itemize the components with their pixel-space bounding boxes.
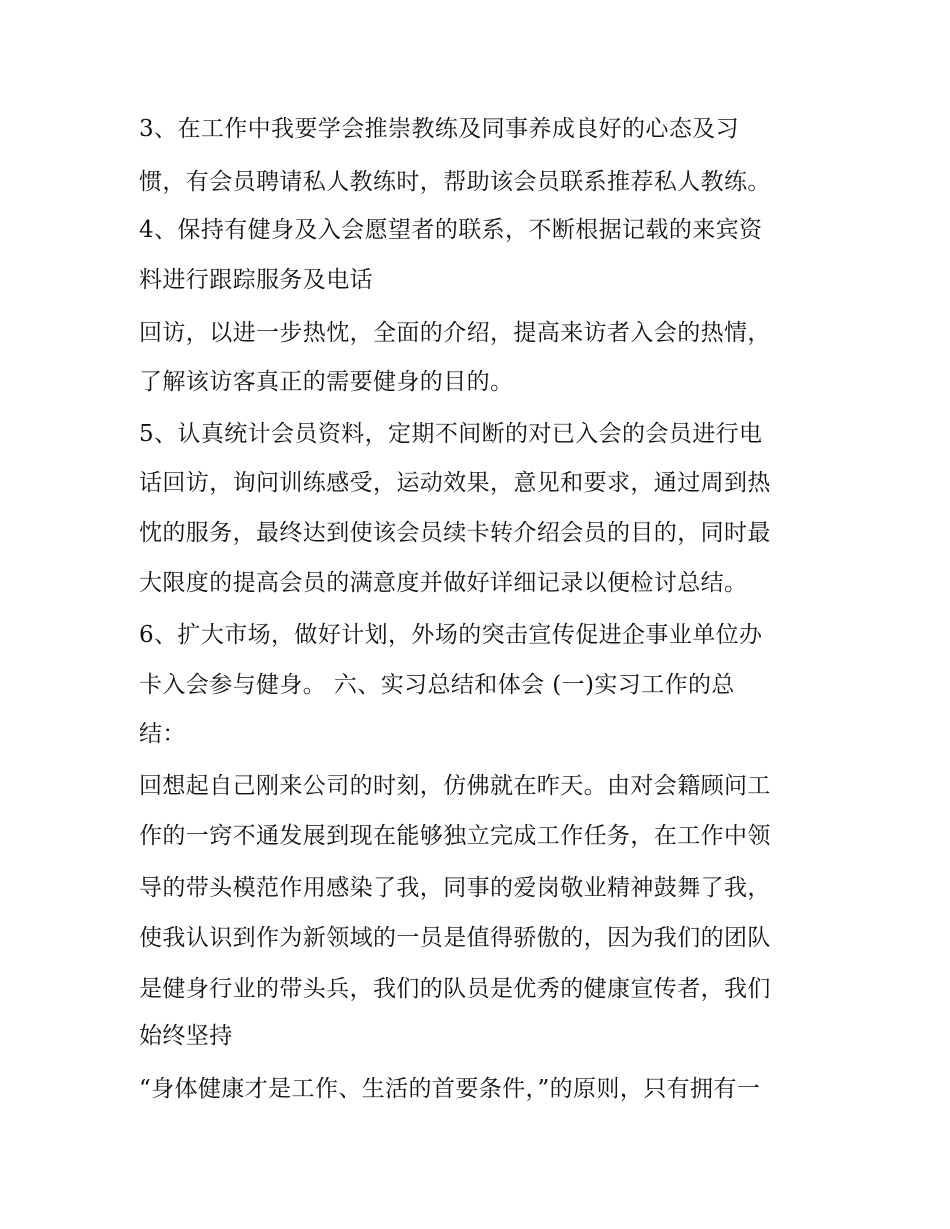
text-line: 使我认识到作为新领域的一员是值得骄傲的，因为我们的团队 <box>139 925 771 951</box>
text-line: “身体健康才是工作、生活的首要条件，”的原则，只有拥有一 <box>139 1076 761 1102</box>
text-line: 了解该访客真正的需要健身的目的。 <box>139 369 514 395</box>
text-line: 结： <box>139 721 186 747</box>
text-line: 6、扩大市场，做好计划，外场的突击宣传促进企事业单位办 <box>139 622 763 648</box>
text-line: 忱的服务，最终达到使该会员续卡转介绍会员的目的，同时最 <box>139 520 771 546</box>
text-line: 大限度的提高会员的满意度并做好详细记录以便检讨总结。 <box>139 570 748 596</box>
text-line: 5、认真统计会员资料，定期不间断的对已入会的会员进行电 <box>139 421 763 447</box>
text-line: 惯，有会员聘请私人教练时，帮助该会员联系推荐私人教练。 <box>139 169 771 195</box>
text-line: 回访，以进一步热忱，全面的介绍，提高来访者入会的热情， <box>139 320 771 346</box>
text-line: 3、在工作中我要学会推崇教练及同事养成良好的心态及习 <box>139 116 740 142</box>
text-line: 话回访，询问训练感受，运动效果，意见和要求，通过周到热 <box>139 470 771 496</box>
text-line: 4、保持有健身及入会愿望者的联系，不断根据记载的来宾资 <box>139 217 763 243</box>
text-line: 作的一窍不通发展到现在能够独立完成工作任务，在工作中领 <box>139 823 771 849</box>
text-line: 始终坚持 <box>139 1023 233 1049</box>
text-line: 导的带头模范作用感染了我，同事的爱岗敬业精神鼓舞了我， <box>139 875 771 901</box>
text-line: 回想起自己刚来公司的时刻，仿佛就在昨天。由对会籍顾问工 <box>139 773 771 799</box>
text-line: 卡入会参与健身。 六、实习总结和体会 (一)实习工作的总 <box>139 672 735 698</box>
text-line: 是健身行业的带头兵，我们的队员是优秀的健康宣传者，我们 <box>139 976 771 1002</box>
text-line: 料进行跟踪服务及电话 <box>139 267 373 293</box>
